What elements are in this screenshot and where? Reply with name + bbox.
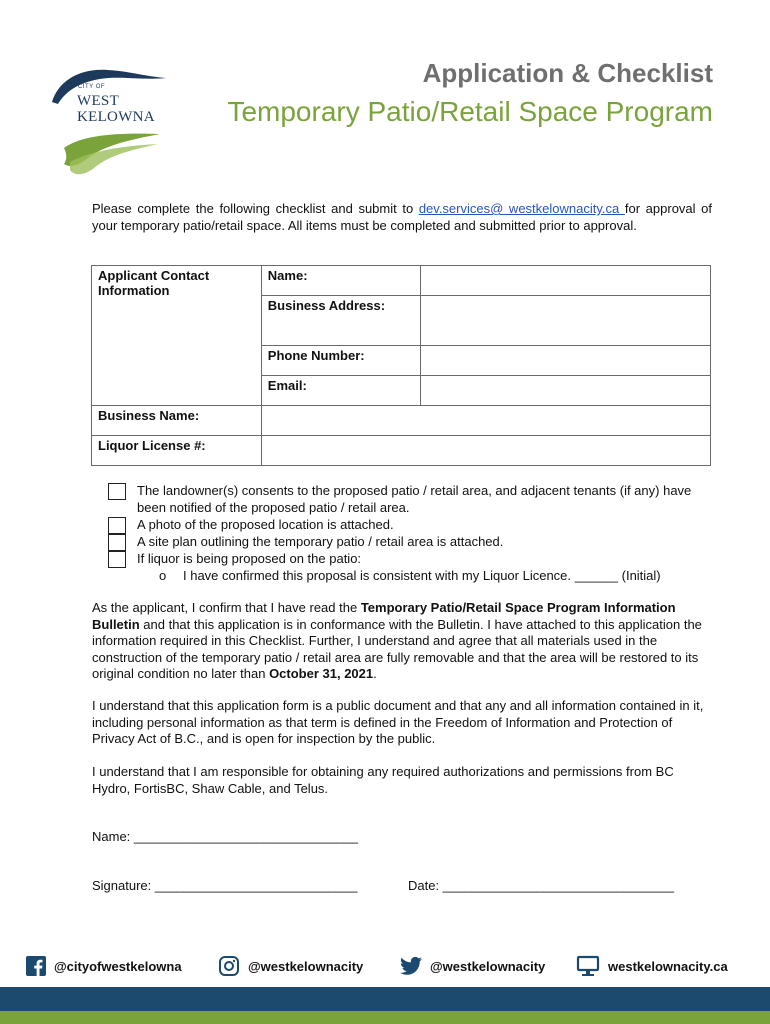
checklist-item xyxy=(108,516,713,533)
email-label: Email: xyxy=(261,376,420,406)
declaration-paragraph-2: I understand that this application form is a public document and that any and all information contained in it, including personal information as that term is defined in the Freedom of Information and Protection of Privacy Act of B.C., and is open for inspection by the public. xyxy=(92,698,704,746)
declaration-text: and that this application is in conformance with the Bulletin. I have attached to this application the information required in this Checklist. Further, I understand and agree that all materials used in the construction of the temporary patio / retail area are fully removable and that the area will be restored to its original condition no later than xyxy=(92,616,702,681)
facebook-handle[interactable] xyxy=(26,952,182,980)
checklist-sub-item xyxy=(108,567,713,584)
intro-paragraph xyxy=(92,201,712,234)
phone-number-label: Phone Number: xyxy=(261,346,420,376)
footer-social xyxy=(0,952,770,982)
website-link[interactable] xyxy=(576,952,728,980)
sub-bullet-icon: o xyxy=(159,568,167,583)
website-link-text: westkelownacity.ca xyxy=(608,958,728,974)
logo-city-of: CITY OF xyxy=(78,84,106,90)
deadline-date: October 31, 2021 xyxy=(269,666,374,681)
name-label: Name: xyxy=(261,266,420,296)
email-field[interactable] xyxy=(420,376,710,406)
checklist-item-text: If liquor is being proposed on the patio: xyxy=(137,551,362,566)
checklist-item-text: The landowner(s) consents to the proposed patio / retail area, and adjacent tenants (if any) have been notified of the proposed patio / retail area. xyxy=(137,483,692,515)
logo-kelowna: KELOWNA xyxy=(77,109,155,125)
sub-item-text: I have confirmed this proposal is consistent with my Liquor Licence. ______ (Initial) xyxy=(183,568,661,583)
checklist-item xyxy=(108,550,713,567)
checkbox-site-plan-attached[interactable] xyxy=(108,534,126,551)
business-address-label: Business Address: xyxy=(261,296,420,346)
business-address-field[interactable] xyxy=(420,296,710,346)
instagram-icon xyxy=(218,955,240,977)
facebook-icon xyxy=(26,956,46,976)
twitter-handle-text: @westkelownacity xyxy=(430,958,546,974)
logo-west: WEST xyxy=(77,93,120,109)
twitter-icon xyxy=(400,956,422,976)
footer-navy-bar xyxy=(0,987,770,1011)
computer-monitor-icon xyxy=(576,955,600,977)
checklist-item-text: A site plan outlining the temporary patio / retail area is attached. xyxy=(137,534,504,549)
business-name-field[interactable] xyxy=(261,406,710,436)
declaration-text: . xyxy=(373,666,377,681)
instagram-handle-text: @westkelownacity xyxy=(248,958,364,974)
page-title: Application & Checklist xyxy=(422,58,713,88)
intro-text-before: Please complete the following checklist and submit to xyxy=(92,201,419,216)
business-name-label: Business Name: xyxy=(92,406,262,436)
instagram-handle[interactable] xyxy=(218,952,363,980)
page-subtitle: Temporary Patio/Retail Space Program xyxy=(227,96,713,127)
footer-green-bar xyxy=(0,1011,770,1024)
bulletin-title: Temporary Patio/Retail Space Program Information Bulletin xyxy=(92,600,676,632)
twitter-handle[interactable] xyxy=(400,952,545,980)
checkbox-landowner-consent[interactable] xyxy=(108,483,126,500)
signature-line[interactable]: Signature: ____________________________ xyxy=(92,878,358,893)
checklist-item-text: A photo of the proposed location is attached. xyxy=(137,517,394,532)
checklist-item xyxy=(108,533,713,550)
checkbox-photo-attached[interactable] xyxy=(108,517,126,534)
checklist xyxy=(108,482,713,584)
applicant-contact-label: Applicant Contact Information xyxy=(92,266,262,406)
date-line[interactable]: Date: ________________________________ xyxy=(408,878,675,893)
name-field[interactable] xyxy=(420,266,710,296)
intro-text-after: for approval of your temporary patio/retail space. All items must be completed and submitted prior to approval. xyxy=(92,201,713,233)
liquor-license-label: Liquor License #: xyxy=(92,436,262,466)
name-signature-line[interactable]: Name: _______________________________ xyxy=(92,829,359,844)
contact-info-table xyxy=(91,265,711,466)
declaration-paragraph-3: I understand that I am responsible for obtaining any required authorizations and permissions from BC Hydro, FortisBC, Shaw Cable, and Telus. xyxy=(92,764,674,796)
phone-number-field[interactable] xyxy=(420,346,710,376)
declaration-text: As the applicant, I confirm that I have read the xyxy=(92,600,361,615)
liquor-license-field[interactable] xyxy=(261,436,710,466)
city-logo xyxy=(48,60,168,180)
facebook-handle-text: @cityofwestkelowna xyxy=(54,958,182,974)
checkbox-liquor-proposed[interactable] xyxy=(108,551,126,568)
email-link[interactable]: dev.services@ westkelownacity.ca xyxy=(418,201,625,216)
checklist-item xyxy=(108,482,713,516)
declaration-paragraph-1 xyxy=(92,600,712,683)
